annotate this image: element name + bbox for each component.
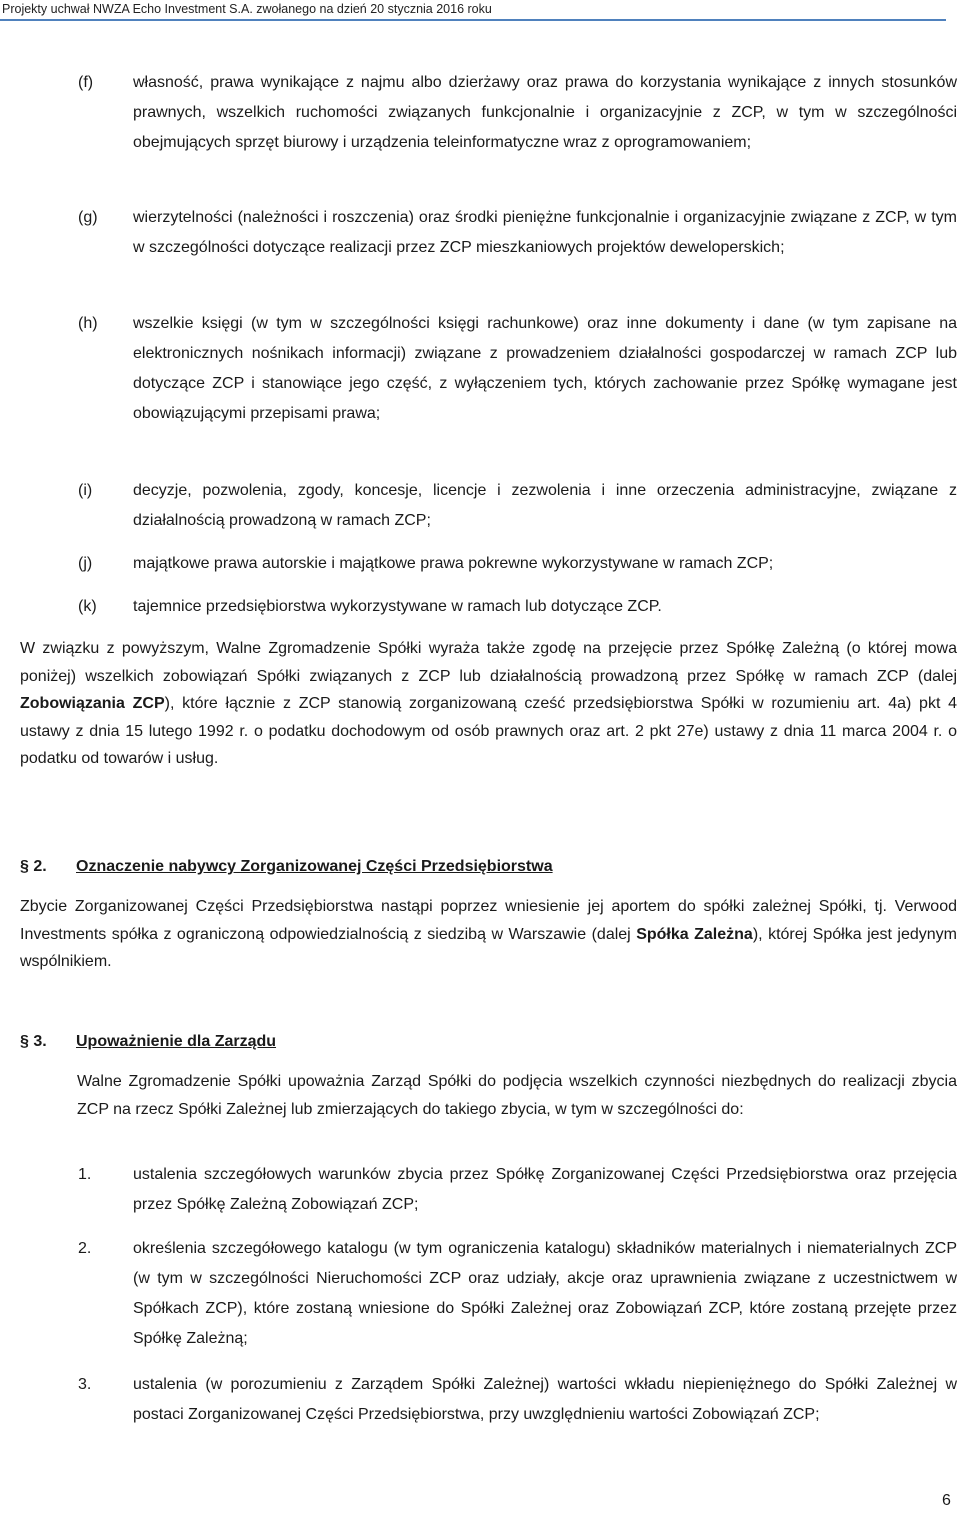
list-item-text: wszelkie księgi (w tym w szczególności księgi rachunkowe) oraz inne dokumenty i dane (w tym zapisane na elektronicznych nośnikach informacji) związane z prowadzeniem działalności gospodarczej w ramach ZCP lub dotyczące ZCP i stanowiące jego część, z wyłączeniem tych, których zachowanie przez Spółkę wymagane jest obowiązującymi przepisami prawa; [133, 315, 957, 422]
list-item-label: (h) [78, 315, 98, 332]
paragraph-text: W związku z powyższym, Walne Zgromadzenie Spółki wyraża także zgodę na przejęcie przez Spółkę Zależną (o której mowa poniżej) wszelkich zobowiązań Spółki związanych z ZCP lub działalnością prowadzoną przez Spółkę w ramach ZCP (dalej [20, 640, 957, 685]
list-item-text: wierzytelności (należności i roszczenia) oraz środki pieniężne funkcjonalnie i organizacyjnie związane z ZCP, w tym w szczególności dotyczące realizacji przez ZCP mieszkaniowych projektów deweloperskich; [133, 209, 957, 256]
list-item-label: (f) [78, 74, 94, 91]
paragraph-text: ), które łącznie z ZCP stanowią zorganizowaną cześć przedsiębiorstwa Spółki w rozumieniu art. 4a) pkt 4 ustawy z dnia 15 lutego 1992 r. o podatku dochodowym od osób prawnych oraz art. 2 pkt 27e) ustawy z dnia 11 marca 2004 r. o podatku od towarów i usług. [20, 695, 958, 768]
section-3-intro: Walne Zgromadzenie Spółki upoważnia Zarząd Spółki do podjęcia wszelkich czynności niezbędnych do realizacji zbycia ZCP na rzecz Spółki Zależnej lub zmierzających do takiego zbycia, w tym w szczególności do: [77, 1073, 957, 1118]
paragraph-text: ), której Spółka jest jedynym wspólnikiem. [20, 925, 958, 970]
section-title: Oznaczenie nabywcy Zorganizowanej Części Przedsiębiorstwa [76, 858, 553, 875]
defined-term: Zobowiązania ZCP [20, 695, 165, 713]
page-number: 6 [942, 1492, 951, 1509]
numbered-item-text: ustalenia (w porozumieniu z Zarządem Spółki Zależnej) wartości wkładu niepieniężnego do Spółki Zależnej w postaci Zorganizowanej Części Przedsiębiorstwa, przy uwzględnieniu wartości Zobowiązań ZCP; [133, 1376, 957, 1423]
numbered-item-label: 1. [78, 1166, 92, 1183]
section-number: § 3. [20, 1033, 47, 1050]
numbered-item-text: określenia szczegółowego katalogu (w tym ograniczenia katalogu) składników materialnych i niematerialnych ZCP (w tym w szczególności Nieruchomości ZCP oraz udziały, akcje oraz uprawnienia związane z uczestnictwem w Spółkach ZCP), które zostaną wniesione do Spółki Zależnej oraz Zobowiązań ZCP, które zostaną przejęte przez Spółkę Zależną; [133, 1240, 957, 1347]
list-item-text: majątkowe prawa autorskie i majątkowe prawa pokrewne wykorzystywane w ramach ZCP; [133, 555, 774, 572]
numbered-item-label: 2. [78, 1240, 92, 1257]
running-header: Projekty uchwał NWZA Echo Investment S.A. zwołanego na dzień 20 stycznia 2016 roku [2, 2, 492, 16]
section-title: Upoważnienie dla Zarządu [76, 1033, 277, 1050]
list-item-label: (k) [78, 598, 97, 615]
section-number: § 2. [20, 858, 47, 875]
list-item-text: tajemnice przedsiębiorstwa wykorzystywane w ramach lub dotyczące ZCP. [133, 598, 662, 615]
numbered-item-text: ustalenia szczegółowych warunków zbycia przez Spółkę Zorganizowanej Części Przedsiębiorstwa oraz przejęcia przez Spółkę Zależną Zobowiązań ZCP; [133, 1166, 957, 1213]
paragraph-text: Zbycie Zorganizowanej Części Przedsiębiorstwa nastąpi poprzez wniesienie jej aportem do spółki zależnej Spółki, tj. Verwood Investments spółka z ograniczoną odpowiedzialnością z siedzibą w Warszawie (dalej [20, 898, 957, 943]
resolution-paragraph [20, 635, 957, 773]
defined-term: Spółka Zależna [636, 925, 753, 943]
list-item-text: decyzje, pozwolenia, zgody, koncesje, licencje i zezwolenia i inne orzeczenia administracyjne, związane z działalnością prowadzoną w ramach ZCP; [133, 482, 957, 529]
list-item-label: (i) [78, 482, 93, 499]
numbered-item-label: 3. [78, 1376, 92, 1393]
section-2-paragraph [20, 893, 957, 976]
list-item-text: własność, prawa wynikające z najmu albo dzierżawy oraz prawa do korzystania wynikające z innych stosunków prawnych, wszelkich ruchomości związanych funkcjonalnie i organizacyjnie z ZCP, w tym w szczególności obejmujących sprzęt biurowy i urządzenia teleinformatyczne wraz z oprogramowaniem; [133, 74, 957, 151]
list-item-label: (g) [78, 209, 98, 226]
list-item-label: (j) [78, 555, 93, 572]
